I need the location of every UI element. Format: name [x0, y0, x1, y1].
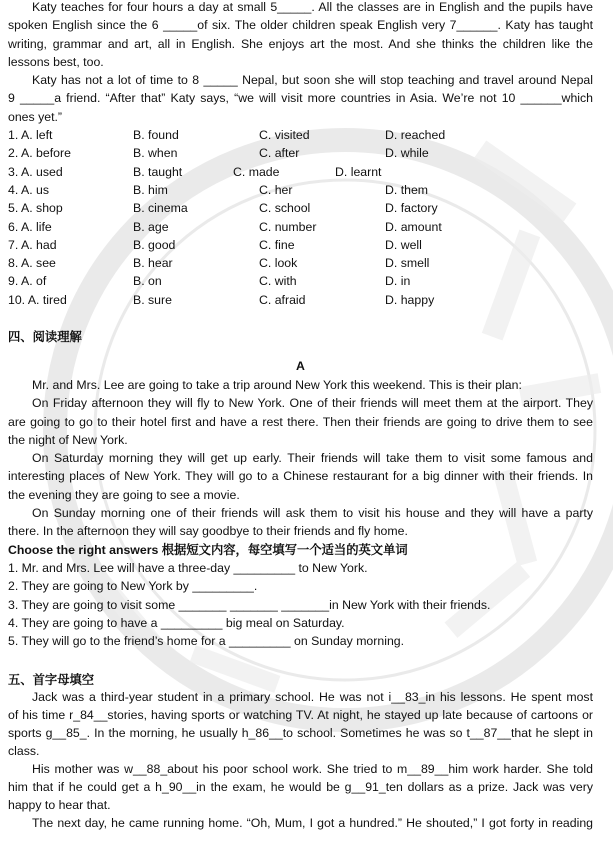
option-c: C. school: [259, 201, 311, 216]
instruction-english: Choose the right answers: [8, 542, 159, 557]
option-b: B. cinema: [133, 201, 188, 216]
reading-paragraph-line: Mr. and Mrs. Lee are going to take a trip around New York this weekend. This is their plan:: [32, 378, 522, 392]
reading-passage: [8, 376, 593, 650]
section-heading-initials: 五、首字母填空: [8, 673, 95, 687]
option-a-cell: [8, 181, 49, 199]
option-a: A. of: [21, 274, 47, 289]
cloze-paragraph-line: lessons best, too.: [8, 54, 104, 69]
cloze-paragraph-line: spoken English since the 6 _____of six. The older children speak English very 7______. Katy has taught: [8, 18, 593, 33]
option-c: C. her: [259, 182, 293, 197]
option-row: [8, 163, 593, 181]
question-number: 1.: [8, 128, 19, 143]
cloze-paragraph-line: Katy has not a lot of time to 8 _____ Nepal, but soon she will stop teaching and travel around Nepal: [32, 73, 593, 88]
reading-question: 4. They are going to have a _________ big meal on Saturday.: [8, 615, 345, 630]
question-number: 7.: [8, 237, 19, 252]
initials-paragraph-line: sports g__85_. In the morning, he usually h_86__to school. Sometimes he was so t__87__that he slept in: [8, 726, 593, 740]
option-a-cell: [8, 144, 71, 162]
option-d: D. smell: [385, 256, 430, 271]
option-d: D. while: [385, 146, 429, 161]
reading-paragraph-line: are going to go to their hotel first and have a rest there. Then their friends are going to drive them to see: [8, 414, 593, 429]
question-number: 5.: [8, 201, 19, 216]
option-a: A. us: [21, 182, 50, 197]
option-c: C. after: [259, 146, 300, 161]
option-a: A. had: [21, 237, 57, 252]
option-row: [8, 126, 593, 144]
reading-paragraph-line: On Saturday morning they will get up early. Their friends will take them to visit some famous and: [32, 451, 593, 466]
question-number: 6.: [8, 219, 19, 234]
passage-label: A: [296, 359, 305, 373]
option-row: [8, 236, 593, 254]
option-d: D. learnt: [335, 164, 382, 179]
option-a: A. left: [21, 128, 53, 143]
option-c: C. number: [259, 219, 317, 234]
option-b: B. taught: [133, 164, 183, 179]
reading-question: 2. They are going to New York by _________.: [8, 579, 258, 594]
cloze-paragraph-line: 9 _____a friend. “After that” Katy says, “we will visit more countries in Asia. We’re not 10 ______which: [8, 91, 593, 106]
question-number: 10.: [8, 292, 26, 307]
option-b: B. on: [133, 274, 162, 289]
option-d: D. in: [385, 274, 411, 289]
option-d: D. amount: [385, 219, 442, 234]
option-a-cell: [8, 236, 57, 254]
reading-question: 3. They are going to visit some _______ _______ _______in New York with their friends.: [8, 597, 491, 612]
option-a-cell: [8, 199, 63, 217]
reading-question: 5. They will go to the friend’s home for a _________ on Sunday morning.: [8, 634, 405, 649]
option-d: D. reached: [385, 128, 446, 143]
option-b: B. age: [133, 219, 169, 234]
option-a-cell: [8, 126, 52, 144]
question-number: 9.: [8, 274, 19, 289]
initials-paragraph-line: His mother was w__88_about his poor school work. She tried to m__89__him work harder. She told: [32, 762, 593, 776]
option-row: [8, 272, 593, 290]
cloze-paragraph-line: ones yet.”: [8, 109, 62, 124]
reading-paragraph-line: interesting places of New York. They will go to a Chinese restaurant for a big dinner with their friends. In: [8, 469, 593, 484]
question-number: 2.: [8, 146, 19, 161]
reading-instruction: [8, 541, 593, 559]
cloze-paragraph-line: Katy teaches for four hours a day at small 5_____. All the classes are in English and the pupils have: [32, 0, 593, 14]
reading-paragraph-line: On Friday afternoon they will fly to New York. One of their friends will meet them at the airport. They: [32, 396, 593, 411]
question-number: 3.: [8, 164, 19, 179]
option-row: [8, 254, 593, 272]
initials-paragraph-line: Jack was a third-year student in a primary school. He was not i__83_in his lessons. He spent most: [32, 690, 593, 704]
option-a-cell: [8, 272, 46, 290]
option-a: A. used: [21, 164, 63, 179]
initials-paragraph-line: him that if he could get a h_90__in the exam, he would be g__91_ten dollars as a prize. Jack was very: [8, 780, 593, 794]
option-a-cell: [8, 291, 67, 309]
option-c: C. made: [233, 164, 280, 179]
reading-paragraph-line: On Sunday morning one of their friends will ask them to visit his house and they will have a party: [32, 506, 593, 521]
option-c: C. with: [259, 274, 297, 289]
option-b: B. him: [133, 182, 168, 197]
option-d: D. happy: [385, 292, 435, 307]
cloze-paragraph-line: writing, grammar and art, all in English. She enjoys art the most. And she thinks the children like the: [8, 36, 593, 51]
option-a-cell: [8, 163, 63, 181]
option-a: A. shop: [21, 201, 63, 216]
option-b: B. hear: [133, 256, 173, 271]
option-d: D. them: [385, 182, 429, 197]
option-row: [8, 291, 593, 309]
instruction-chinese: 根据短文内容，每空填写一个适当的英文单词: [161, 542, 408, 557]
section-heading-reading: 四、阅读理解: [8, 330, 82, 344]
reading-paragraph-line: there. In the afternoon they will say goodbye to their friends and fly home.: [8, 524, 408, 539]
option-b: B. found: [133, 128, 179, 143]
option-c: C. visited: [259, 128, 310, 143]
option-row: [8, 199, 593, 217]
option-a: A. tired: [27, 292, 67, 307]
option-c: C. afraid: [259, 292, 306, 307]
initials-passage: [8, 688, 593, 832]
initials-paragraph-line: of his time r_84__stories, having sports or watching TV. At night, he stayed up late because of cartoons or: [8, 708, 593, 722]
option-a: A. before: [21, 146, 71, 161]
option-c: C. look: [259, 256, 298, 271]
option-b: B. good: [133, 237, 176, 252]
option-row: [8, 144, 593, 162]
initials-paragraph-line: The next day, he came running home. “Oh, Mum, I got a hundred.” He shouted,” I got forty in reading: [32, 816, 593, 830]
initials-paragraph-line: class.: [8, 744, 40, 758]
option-d: D. factory: [385, 201, 438, 216]
question-number: 4.: [8, 182, 19, 197]
option-a: A. life: [21, 219, 52, 234]
reading-question: 1. Mr. and Mrs. Lee will have a three-day _________ to New York.: [8, 560, 368, 575]
option-d: D. well: [385, 237, 422, 252]
option-row: [8, 181, 593, 199]
option-a-cell: [8, 218, 52, 236]
option-row: [8, 218, 593, 236]
initials-paragraph-line: happy to hear that.: [8, 798, 111, 812]
cloze-section: [8, 0, 593, 309]
option-b: B. sure: [133, 292, 172, 307]
question-number: 8.: [8, 256, 19, 271]
option-c: C. fine: [259, 237, 295, 252]
reading-paragraph-line: the night of New York.: [8, 432, 128, 447]
option-a-cell: [8, 254, 56, 272]
option-b: B. when: [133, 146, 178, 161]
option-a: A. see: [21, 256, 56, 271]
reading-paragraph-line: the evening they are going to see a movie.: [8, 487, 240, 502]
